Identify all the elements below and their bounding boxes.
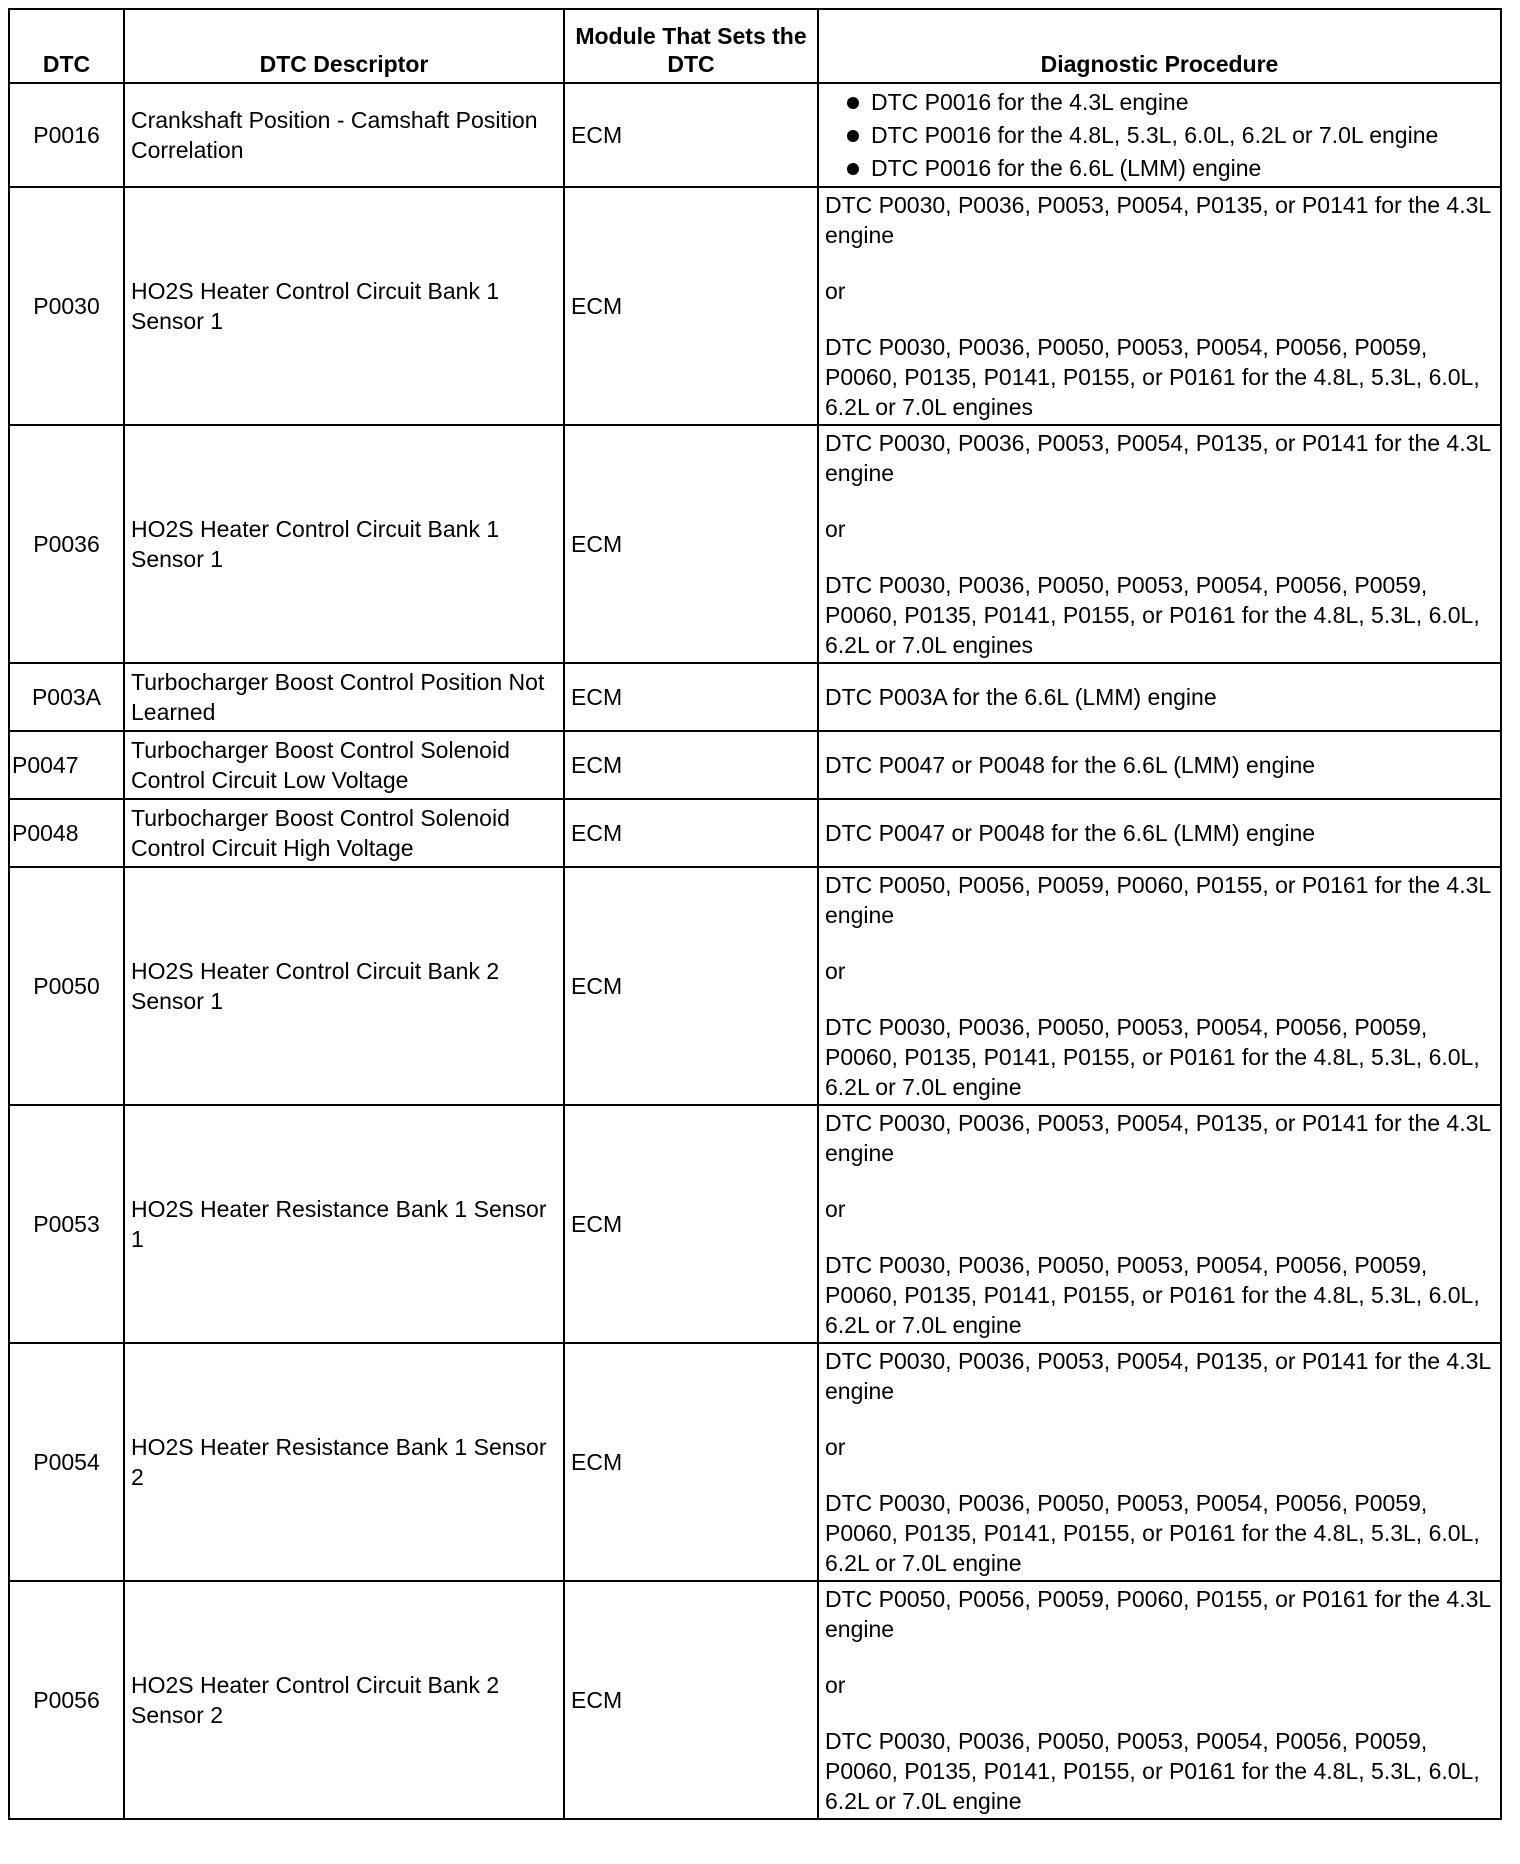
dtc-descriptor: Turbocharger Boost Control Position Not Learned — [124, 663, 564, 731]
header-dtc: DTC — [9, 9, 124, 83]
diagnostic-procedure — [818, 1343, 1501, 1581]
procedure-link[interactable]: DTC P0030, P0036, P0050, P0053, P0054, P0056, P0059, P0060, P0135, P0141, P0155, or P0161 for the 4.8L, 5.3L, 6.0L, 6.2L or 7.0L engine — [825, 1252, 1480, 1338]
diagnostic-procedure — [818, 1581, 1501, 1819]
diagnostic-procedure — [818, 187, 1501, 425]
procedure-link[interactable]: DTC P0030, P0036, P0053, P0054, P0135, or P0141 for the 4.3L engine — [825, 1348, 1491, 1404]
dtc-descriptor: HO2S Heater Control Circuit Bank 1 Sensor 1 — [124, 187, 564, 425]
table-row — [9, 187, 1501, 425]
table-row — [9, 663, 1501, 731]
dtc-code: P0016 — [9, 83, 124, 187]
procedure-link[interactable]: DTC P0030, P0036, P0053, P0054, P0135, or P0141 for the 4.3L engine — [825, 1110, 1491, 1166]
table-row — [9, 731, 1501, 799]
dtc-code: P0050 — [9, 867, 124, 1105]
module-name: ECM — [564, 83, 818, 187]
dtc-descriptor: Turbocharger Boost Control Solenoid Control Circuit Low Voltage — [124, 731, 564, 799]
diagnostic-procedure — [818, 83, 1501, 187]
dtc-code: P0054 — [9, 1343, 124, 1581]
header-row — [9, 9, 1501, 83]
dtc-code: P0056 — [9, 1581, 124, 1819]
diagnostic-procedure — [818, 425, 1501, 663]
procedure-or: or — [825, 278, 846, 304]
procedure-bullet-list — [825, 86, 1494, 185]
procedure-link[interactable]: DTC P0016 for the 6.6L (LMM) engine — [871, 154, 1262, 181]
table-row — [9, 83, 1501, 187]
procedure-link[interactable]: DTC P0030, P0036, P0050, P0053, P0054, P0056, P0059, P0060, P0135, P0141, P0155, or P0161 for the 4.8L, 5.3L, 6.0L, 6.2L or 7.0L engine — [825, 1490, 1480, 1576]
module-name: ECM — [564, 867, 818, 1105]
table-row — [9, 799, 1501, 867]
header-diagnostic-procedure: Diagnostic Procedure — [818, 9, 1501, 83]
dtc-code: P0047 — [9, 731, 124, 799]
header-module: Module That Sets the DTC — [564, 9, 818, 83]
dtc-descriptor: Crankshaft Position - Camshaft Position Correlation — [124, 83, 564, 187]
procedure-link[interactable]: DTC P0030, P0036, P0050, P0053, P0054, P0056, P0059, P0060, P0135, P0141, P0155, or P0161 for the 4.8L, 5.3L, 6.0L, 6.2L or 7.0L engines — [825, 572, 1480, 658]
procedure-or: or — [825, 1434, 846, 1460]
module-name: ECM — [564, 1581, 818, 1819]
bullet-icon — [847, 163, 859, 175]
diagnostic-procedure — [818, 1105, 1501, 1343]
module-name: ECM — [564, 1343, 818, 1581]
dtc-code: P0030 — [9, 187, 124, 425]
diagnostic-procedure — [818, 799, 1501, 867]
bullet-icon — [847, 130, 859, 142]
procedure-link[interactable]: DTC P0047 or P0048 for the 6.6L (LMM) engine — [825, 752, 1316, 778]
procedure-bullet[interactable] — [825, 86, 1494, 119]
diagnostic-procedure — [818, 663, 1501, 731]
procedure-or: or — [825, 1196, 846, 1222]
header-dtc-descriptor: DTC Descriptor — [124, 9, 564, 83]
procedure-or: or — [825, 516, 846, 542]
dtc-table — [8, 8, 1502, 1820]
table-row — [9, 425, 1501, 663]
procedure-link[interactable]: DTC P0050, P0056, P0059, P0060, P0155, or P0161 for the 4.3L engine — [825, 1586, 1491, 1642]
table-row — [9, 1581, 1501, 1819]
table-row — [9, 867, 1501, 1105]
module-name: ECM — [564, 1105, 818, 1343]
dtc-descriptor: HO2S Heater Control Circuit Bank 1 Sensor 1 — [124, 425, 564, 663]
diagnostic-procedure — [818, 731, 1501, 799]
dtc-descriptor: HO2S Heater Resistance Bank 1 Sensor 1 — [124, 1105, 564, 1343]
module-name: ECM — [564, 799, 818, 867]
procedure-link[interactable]: DTC P0016 for the 4.8L, 5.3L, 6.0L, 6.2L or 7.0L engine — [871, 121, 1439, 148]
diagnostic-procedure — [818, 867, 1501, 1105]
procedure-link[interactable]: DTC P0030, P0036, P0050, P0053, P0054, P0056, P0059, P0060, P0135, P0141, P0155, or P0161 for the 4.8L, 5.3L, 6.0L, 6.2L or 7.0L engines — [825, 334, 1480, 420]
procedure-bullet[interactable] — [825, 119, 1494, 152]
module-name: ECM — [564, 187, 818, 425]
procedure-link[interactable]: DTC P0050, P0056, P0059, P0060, P0155, or P0161 for the 4.3L engine — [825, 872, 1491, 928]
dtc-code: P003A — [9, 663, 124, 731]
dtc-code: P0053 — [9, 1105, 124, 1343]
procedure-link[interactable]: DTC P0030, P0036, P0050, P0053, P0054, P0056, P0059, P0060, P0135, P0141, P0155, or P0161 for the 4.8L, 5.3L, 6.0L, 6.2L or 7.0L engine — [825, 1014, 1480, 1100]
table-row — [9, 1343, 1501, 1581]
module-name: ECM — [564, 425, 818, 663]
dtc-descriptor: HO2S Heater Control Circuit Bank 2 Sensor 1 — [124, 867, 564, 1105]
dtc-code: P0036 — [9, 425, 124, 663]
procedure-link[interactable]: DTC P0030, P0036, P0050, P0053, P0054, P0056, P0059, P0060, P0135, P0141, P0155, or P0161 for the 4.8L, 5.3L, 6.0L, 6.2L or 7.0L engine — [825, 1728, 1480, 1814]
procedure-or: or — [825, 1672, 846, 1698]
procedure-link[interactable]: DTC P0030, P0036, P0053, P0054, P0135, or P0141 for the 4.3L engine — [825, 430, 1491, 486]
dtc-descriptor: HO2S Heater Resistance Bank 1 Sensor 2 — [124, 1343, 564, 1581]
table-row — [9, 1105, 1501, 1343]
module-name: ECM — [564, 731, 818, 799]
bullet-icon — [847, 97, 859, 109]
procedure-or: or — [825, 958, 846, 984]
dtc-descriptor: Turbocharger Boost Control Solenoid Control Circuit High Voltage — [124, 799, 564, 867]
procedure-bullet[interactable] — [825, 152, 1494, 185]
procedure-link[interactable]: DTC P0016 for the 4.3L engine — [871, 88, 1189, 115]
procedure-link[interactable]: DTC P0047 or P0048 for the 6.6L (LMM) engine — [825, 820, 1316, 846]
module-name: ECM — [564, 663, 818, 731]
procedure-link[interactable]: DTC P0030, P0036, P0053, P0054, P0135, or P0141 for the 4.3L engine — [825, 192, 1491, 248]
procedure-link[interactable]: DTC P003A for the 6.6L (LMM) engine — [825, 684, 1217, 710]
dtc-code: P0048 — [9, 799, 124, 867]
dtc-descriptor: HO2S Heater Control Circuit Bank 2 Sensor 2 — [124, 1581, 564, 1819]
